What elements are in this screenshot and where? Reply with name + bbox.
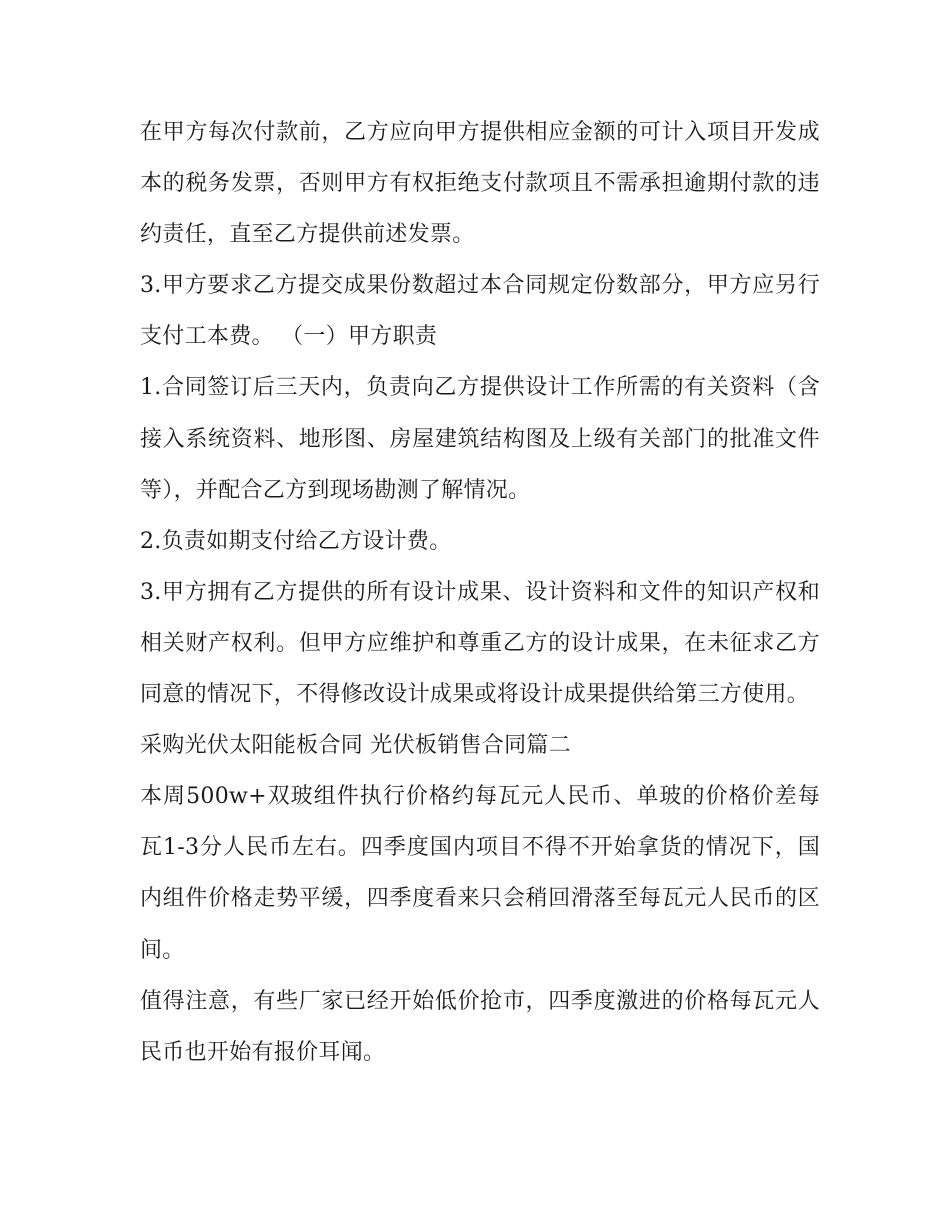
paragraph-module-price: 本周500w+双玻组件执行价格约每瓦元人民币、单玻的价格价差每瓦1-3分人民币左右。四季度国内项目不得不开始拿货的情况下，国内组件价格走势平缓，四季度看来只会稍回滑落至每瓦元人民币的区间。 [140, 784, 820, 963]
paragraph-invoice-requirement: 在甲方每次付款前，乙方应向甲方提供相应金额的可计入项目开发成本的税务发票，否则甲方有权拒绝支付款项且不需承担逾期付款的违约责任，直至乙方提供前述发票。 [140, 120, 820, 248]
section-title: 采购光伏太阳能板合同 光伏板销售合同篇二 [140, 733, 571, 759]
document-body [140, 107, 820, 1078]
paragraph-extra-copies-fee: 3.甲方要求乙方提交成果份数超过本合同规定份数部分，甲方应另行支付工本费。 （一）甲方职责 [140, 273, 820, 350]
paragraph-provide-materials: 1.合同签订后三天内，负责向乙方提供设计工作所需的有关资料（含接入系统资料、地形图、房屋建筑结构图及上级有关部门的批准文件等），并配合乙方到现场勘测了解情况。 [140, 375, 820, 503]
paragraph-intellectual-property: 3.甲方拥有乙方提供的所有设计成果、设计资料和文件的知识产权和相关财产权利。但甲方应维护和尊重乙方的设计成果，在未征求乙方同意的情况下，不得修改设计成果或将设计成果提供给第三方使用。 [140, 579, 820, 708]
paragraph-low-price-note: 值得注意，有些厂家已经开始低价抢市，四季度激进的价格每瓦元人民币也开始有报价耳闻。 [140, 988, 820, 1065]
paragraph-pay-design-fee: 2.负责如期支付给乙方设计费。 [140, 528, 452, 554]
